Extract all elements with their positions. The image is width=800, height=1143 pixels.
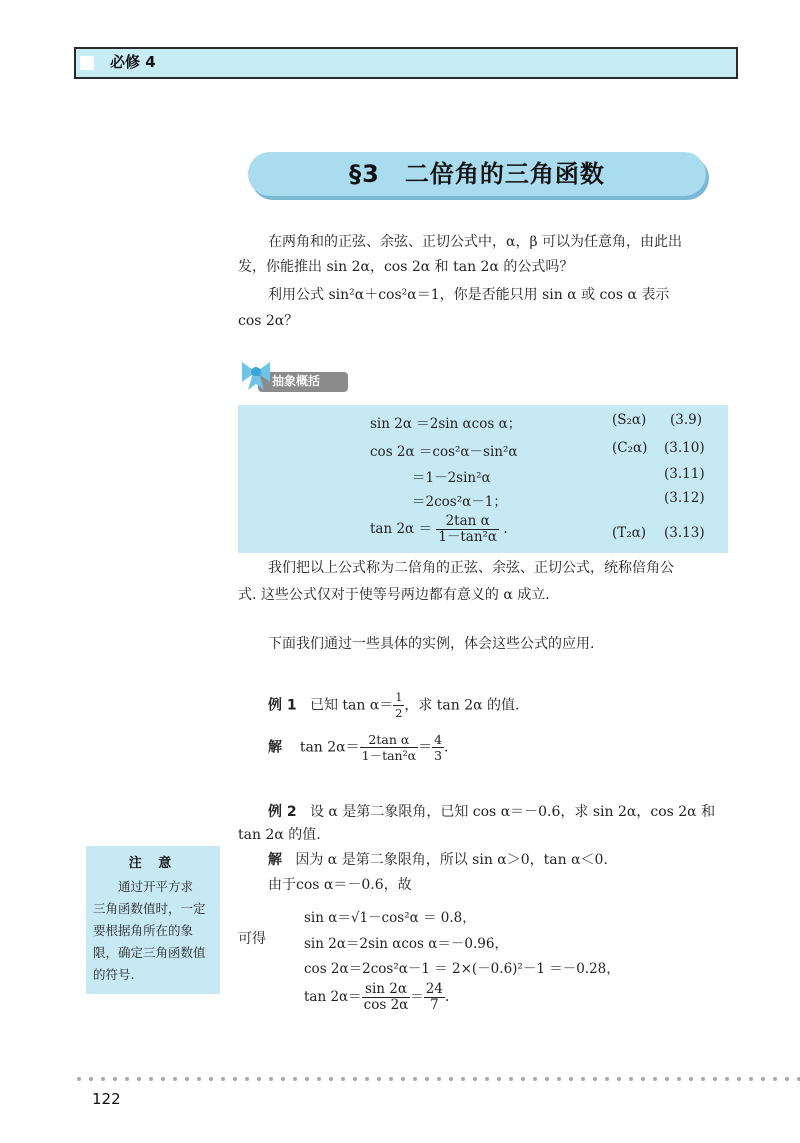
formula-t2a-denominator: 1－tan²α [438, 529, 498, 545]
footer-dot [257, 1077, 261, 1081]
footer-dot [281, 1077, 285, 1081]
example1-label: 例 1 [268, 697, 297, 714]
footer-dot [485, 1077, 489, 1081]
footer-dot [161, 1077, 165, 1081]
note-line: 通过开平方求 [118, 879, 194, 894]
footer-dot [113, 1077, 117, 1081]
example1-sol-pre: tan 2α＝ [299, 739, 360, 756]
note-line: 的符号. [93, 967, 135, 982]
footer-dot [521, 1077, 525, 1081]
example1-solution [268, 732, 448, 763]
footer-dot [773, 1077, 777, 1081]
footer-dot [173, 1077, 177, 1081]
footer-dot [437, 1077, 441, 1081]
example2-text: 设 α 是第二象限角，已知 cos α＝－0.6，求 sin 2α，cos 2α 和 [309, 804, 716, 820]
footer-dot [137, 1077, 141, 1081]
footer-dot [497, 1077, 501, 1081]
footer-dot [233, 1077, 237, 1081]
intro-p1-line2: 发，你能推出 sin 2α，cos 2α 和 tan 2α 的公式吗？ [238, 259, 574, 275]
note-line: 限，确定三角函数值 [93, 945, 206, 960]
footer-dot [725, 1077, 729, 1081]
footer-dot [665, 1077, 669, 1081]
note-line: 三角函数值时，一定 [93, 901, 206, 916]
example1-frac-num: 1 [395, 691, 403, 704]
example1-statement [268, 690, 519, 721]
example2-calc4 [304, 982, 449, 1013]
summary-line1: 我们把以上公式称为二倍角的正弦、余弦、正切公式，统称倍角公 [268, 560, 674, 576]
footer-dot [569, 1077, 573, 1081]
example2-sol-label: 解 [268, 852, 282, 868]
summary-line2: 式. 这些公式仅对于使等号两边都有意义的 α 成立. [238, 587, 550, 603]
intro-p1-line1: 在两角和的正弦、余弦、正切公式中，α，β 可以为任意角，由此出 [268, 234, 682, 250]
example2-calc4-eq: ＝ [410, 989, 424, 1005]
footer-dot [377, 1077, 381, 1081]
example1-sol-frac1-den: 1－tan²α [361, 748, 417, 763]
example2-line1 [268, 800, 715, 825]
formula-s2a-num: (3.9) [670, 412, 703, 428]
example2-sol-line1 [268, 848, 608, 873]
footer-dot [641, 1077, 645, 1081]
example1-frac-den: 2 [395, 707, 403, 720]
example1-sol-fraction1 [360, 732, 418, 763]
footer-dot [389, 1077, 393, 1081]
formula-t2a-num: (3.13) [664, 525, 705, 541]
footer-dot [89, 1077, 93, 1081]
footer-dot [701, 1077, 705, 1081]
footer-dot [101, 1077, 105, 1081]
footer-dot [533, 1077, 537, 1081]
formula-c2a-alt2: ＝2cos²α－1； [412, 494, 507, 510]
footer-dot [629, 1077, 633, 1081]
example2-calc4-pre: tan 2α＝ [304, 989, 362, 1005]
example2-calc2: sin 2α＝2sin αcos α＝－0.96， [304, 936, 508, 952]
footer-dot [605, 1077, 609, 1081]
footer-dot [125, 1077, 129, 1081]
footer-dot [473, 1077, 477, 1081]
footer-dot [617, 1077, 621, 1081]
footer-dotted-rule [76, 1076, 800, 1082]
footer-dot [737, 1077, 741, 1081]
example1-sol-label: 解 [268, 739, 282, 756]
footer-dot [185, 1077, 189, 1081]
footer-dot [317, 1077, 321, 1081]
footer-dot [761, 1077, 765, 1081]
footer-dot [305, 1077, 309, 1081]
example1-sol-frac2-num: 4 [434, 732, 443, 747]
example1-sol-frac2-den: 3 [434, 748, 443, 763]
example1-text-pre: 已知 tan α＝ [309, 697, 394, 714]
formula-s2a-tag: (S₂α) [612, 412, 647, 428]
example2-sol-text1: 因为 α 是第二象限角，所以 sin α＞0，tan α＜0. [295, 852, 608, 868]
formula-c2a-alt2-num: (3.12) [664, 490, 705, 506]
footer-dot [581, 1077, 585, 1081]
footer-dot [545, 1077, 549, 1081]
formula-c2a-tag: (C₂α) [612, 440, 648, 456]
example2-calc4-den2: 7 [430, 997, 439, 1013]
footer-dot [209, 1077, 213, 1081]
example1-text-post: ，求 tan 2α 的值. [404, 697, 520, 714]
footer-dot [77, 1077, 81, 1081]
example1-fraction [393, 690, 404, 721]
footer-dot [677, 1077, 681, 1081]
footer-dot [689, 1077, 693, 1081]
formula-t2a-right: . [503, 521, 508, 537]
formula-t2a-left: tan 2α ＝ [370, 521, 432, 537]
badge-label: 抽象概括 [272, 374, 321, 388]
intro-p2-line2: cos 2α？ [238, 313, 299, 329]
footer-dot [461, 1077, 465, 1081]
note-line: 要根据角所在的象 [93, 923, 194, 938]
example1-sol-eq: ＝ [418, 739, 433, 756]
footer-dot [329, 1077, 333, 1081]
example1-sol-frac1-num: 2tan α [360, 732, 418, 748]
example2-calc4-post: . [444, 989, 450, 1005]
section-title: §3 二倍角的三角函数 [349, 160, 605, 188]
footer-dot [149, 1077, 153, 1081]
example2-line2: tan 2α 的值. [238, 827, 321, 843]
formula-t2a-fraction [436, 514, 499, 545]
footer-dot [341, 1077, 345, 1081]
footer-dot [353, 1077, 357, 1081]
example2-label: 例 2 [268, 804, 297, 820]
footer-dot [221, 1077, 225, 1081]
summary-line3: 下面我们通过一些具体的实例，体会这些公式的应用. [268, 636, 595, 652]
example2-calc4-num: sin 2α [362, 982, 411, 998]
example2-calc4-fraction1 [362, 982, 411, 1013]
example2-calc1: sin α＝√1－cos²α ＝ 0.8， [304, 910, 476, 926]
example1-sol-post: . [444, 739, 449, 756]
example2-calc4-num2: 24 [425, 981, 443, 997]
formula-c2a: cos 2α ＝cos²α－sin²α [370, 444, 518, 460]
example2-calc4-den: cos 2α [363, 997, 409, 1013]
footer-dot [365, 1077, 369, 1081]
footer-dot [593, 1077, 597, 1081]
footer-dot [293, 1077, 297, 1081]
intro-p2-line1: 利用公式 sin²α＋cos²α＝1，你是否能只用 sin α 或 cos α 表示 [268, 287, 670, 303]
formula-s2a: sin 2α ＝2sin αcos α； [370, 416, 522, 432]
formula-c2a-alt1: ＝1－2sin²α [412, 470, 491, 486]
formula-t2a [370, 514, 508, 545]
footer-dot [653, 1077, 657, 1081]
note-title: 注 意 [128, 856, 178, 871]
example2-kede: 可得 [238, 931, 266, 947]
footer-dot [713, 1077, 717, 1081]
example2-calc3: cos 2α＝2cos²α－1 ＝ 2×(－0.6)²－1 ＝－0.28， [304, 961, 620, 977]
footer-dot [425, 1077, 429, 1081]
footer-dot [269, 1077, 273, 1081]
footer-dot [785, 1077, 789, 1081]
running-header-bar [74, 47, 738, 79]
header-square-icon [80, 56, 94, 70]
example2-calc4-fraction2 [424, 982, 445, 1013]
example1-sol-fraction2 [432, 732, 444, 763]
footer-dot [245, 1077, 249, 1081]
footer-dot [197, 1077, 201, 1081]
formula-t2a-numerator: 2tan α [436, 514, 499, 530]
footer-dot [449, 1077, 453, 1081]
formula-t2a-tag: (T₂α) [612, 525, 647, 541]
footer-dot [557, 1077, 561, 1081]
footer-dot [413, 1077, 417, 1081]
formula-c2a-num: (3.10) [664, 440, 705, 456]
formula-c2a-alt1-num: (3.11) [664, 466, 705, 482]
footer-dot [749, 1077, 753, 1081]
footer-dot [401, 1077, 405, 1081]
running-header-label: 必修 4 [110, 53, 156, 71]
example2-sol-line2: 由于cos α＝－0.6，故 [268, 877, 412, 893]
footer-dot [509, 1077, 513, 1081]
page-number: 122 [92, 1090, 121, 1108]
